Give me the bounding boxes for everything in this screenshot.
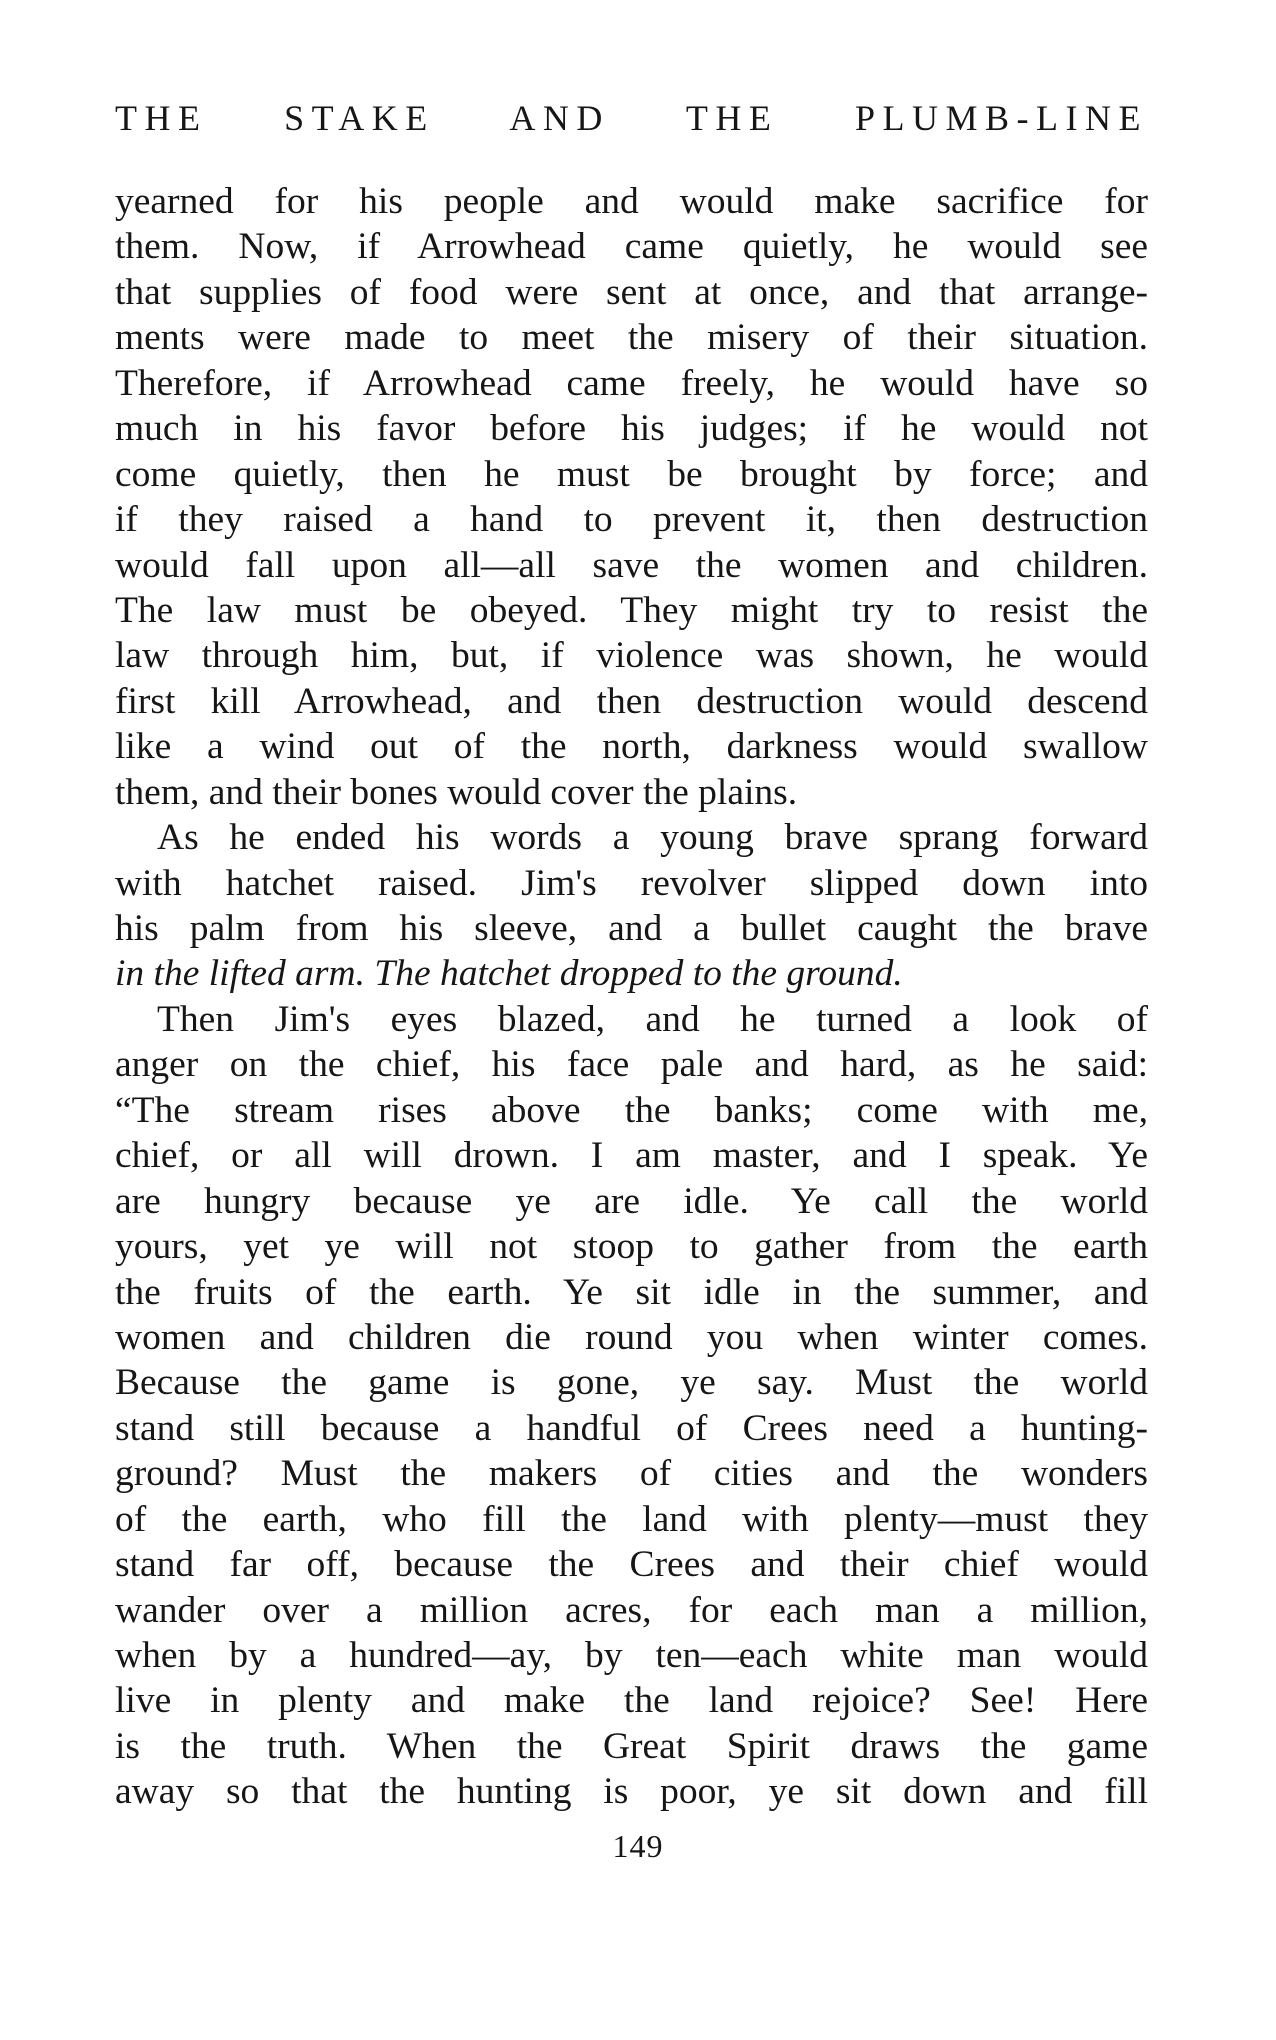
text-line: that supplies of food were sent at once, and that arrange- <box>115 271 1148 313</box>
page-number: 149 <box>612 1828 664 1864</box>
text-line: if they raised a hand to prevent it, then destruction <box>115 499 1148 541</box>
text-line: are hungry because ye are idle. Ye call the world <box>115 1180 1148 1222</box>
text-line: stand still because a handful of Crees need a hunting- <box>115 1407 1148 1449</box>
italic-text-line: in the lifted arm. The hatchet dropped to the ground. <box>115 953 903 995</box>
text-line: come quietly, then he must be brought by force; and <box>115 453 1148 495</box>
text-line: law through him, but, if violence was shown, he would <box>115 635 1148 677</box>
text-line: the fruits of the earth. Ye sit idle in the summer, and <box>115 1271 1148 1313</box>
paragraph-start-line: As he ended his words a young brave sprang forward <box>157 817 1148 859</box>
text-line: The law must be obeyed. They might try to resist the <box>115 589 1148 631</box>
running-head: THE STAKE AND THE PLUMB-LINE <box>115 98 1148 138</box>
body-text <box>115 179 1148 1815</box>
text-line: is the truth. When the Great Spirit draws the game <box>115 1725 1148 1767</box>
text-line: when by a hundred—ay, by ten—each white man would <box>115 1635 1148 1676</box>
text-line: first kill Arrowhead, and then destruction would descend <box>115 680 1148 722</box>
text-line: away so that the hunting is poor, ye sit down and fill <box>115 1771 1148 1813</box>
text-line: them. Now, if Arrowhead came quietly, he would see <box>115 226 1148 268</box>
text-line: much in his favor before his judges; if he would not <box>115 408 1148 450</box>
text-line: with hatchet raised. Jim's revolver slipped down into <box>115 862 1148 904</box>
text-line: stand far off, because the Crees and their chief would <box>115 1544 1148 1586</box>
text-line: ground? Must the makers of cities and the wonders <box>115 1453 1148 1495</box>
text-line: Therefore, if Arrowhead came freely, he would have so <box>115 362 1148 404</box>
text-line: chief, or all will drown. I am master, and I speak. Ye <box>115 1135 1148 1177</box>
text-line: like a wind out of the north, darkness would swallow <box>115 726 1148 768</box>
text-line: wander over a million acres, for each man a million, <box>115 1589 1148 1631</box>
text-line: yours, yet ye will not stoop to gather from the earth <box>115 1226 1148 1268</box>
text-line: of the earth, who fill the land with plenty—must they <box>115 1498 1148 1540</box>
text-line: women and children die round you when winter comes. <box>115 1316 1148 1358</box>
text-line: live in plenty and make the land rejoice? See! Here <box>115 1680 1148 1722</box>
text-line: would fall upon all—all save the women and children. <box>115 544 1148 586</box>
text-line: “The stream rises above the banks; come with me, <box>115 1089 1148 1131</box>
text-line: ments were made to meet the misery of their situation. <box>115 317 1148 359</box>
text-line: Because the game is gone, ye say. Must the world <box>115 1362 1148 1404</box>
text-line: his palm from his sleeve, and a bullet caught the brave <box>115 908 1148 949</box>
paragraph-start-line: Then Jim's eyes blazed, and he turned a look of <box>157 998 1148 1040</box>
text-line: anger on the chief, his face pale and hard, as he said: <box>115 1044 1148 1086</box>
text-line: yearned for his people and would make sacrifice for <box>115 181 1148 222</box>
text-line: them, and their bones would cover the plains. <box>115 771 798 813</box>
